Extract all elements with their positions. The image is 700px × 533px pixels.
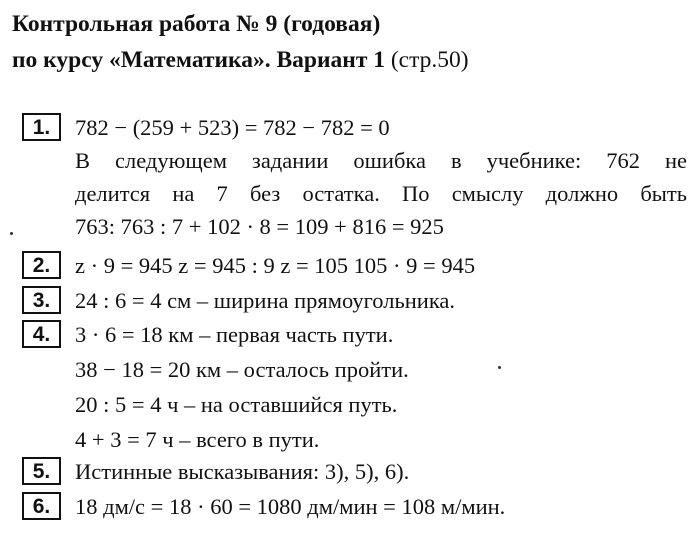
task-4-line-2: 38 − 18 = 20 км – осталось пройти.: [75, 357, 409, 382]
work-title: Контрольная работа № 9 (годовая): [12, 11, 381, 37]
task-1-note-line-3: 763: 763 : 7 + 102 · 8 = 109 + 816 = 925: [75, 214, 444, 239]
task-4-continued: [22, 424, 694, 456]
task-6-line-1: 18 дм/с = 18 · 60 = 1080 дм/мин = 108 м/мин.: [75, 494, 506, 519]
task-1: [22, 112, 694, 144]
task-4-line-1: 3 · 6 = 18 км – первая часть пути.: [75, 322, 394, 347]
page-reference: (стр.50): [384, 47, 469, 73]
task-number-box: 5.: [22, 457, 61, 485]
course-variant: по курсу «Математика». Вариант 1: [12, 47, 385, 73]
scan-speck: [498, 366, 501, 369]
task-4-line-3: 20 : 5 = 4 ч – на оставшийся путь.: [75, 392, 398, 417]
scan-speck: [10, 232, 13, 235]
task-number-box: 4.: [22, 320, 61, 348]
task-number-box: 6.: [22, 492, 61, 520]
task-2: [22, 250, 694, 282]
task-1-note-line-1: В следующем задании ошибка в учебнике: 762 не: [75, 148, 687, 173]
task-1-note-line-2: делится на 7 без остатка. По смыслу должно быть: [75, 181, 687, 206]
task-4-line-4: 4 + 3 = 7 ч – всего в пути.: [75, 427, 320, 452]
course-variant-line: [12, 42, 692, 78]
task-4-continued: [22, 354, 694, 386]
task-3-line-1: 24 : 6 = 4 см – ширина прямоугольника.: [75, 288, 456, 313]
page-header: [12, 6, 692, 78]
task-number-box: 2.: [22, 251, 61, 279]
task-number-box: 3.: [22, 286, 61, 314]
task-2-line-1: z · 9 = 945 z = 945 : 9 z = 105 105 · 9 = 945: [75, 253, 476, 278]
task-1-line-1: 782 − (259 + 523) = 782 − 782 = 0: [75, 115, 390, 140]
task-5: [22, 456, 694, 488]
task-4-continued: [22, 389, 694, 421]
task-5-line-1: Истинные высказывания: 3), 5), 6).: [75, 459, 410, 484]
task-3: [22, 285, 694, 317]
task-4: [22, 319, 694, 351]
task-6: [22, 491, 694, 523]
task-1-note: [75, 144, 687, 243]
task-number-box: 1.: [22, 113, 61, 141]
